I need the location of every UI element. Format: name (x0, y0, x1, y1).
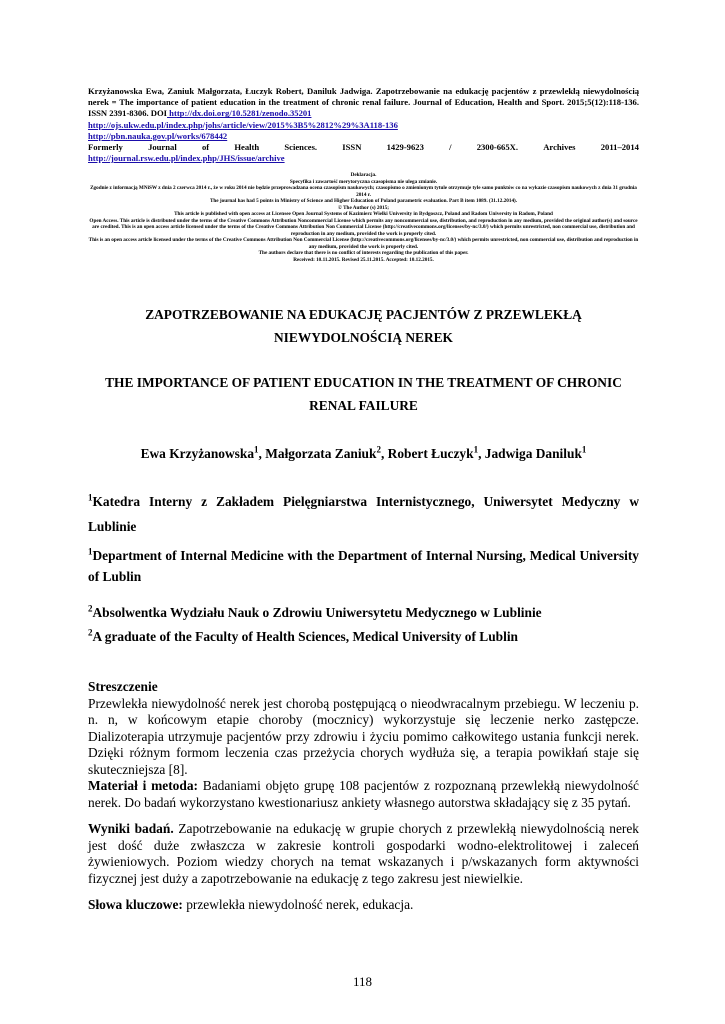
abstract-methods (88, 778, 639, 811)
formerly-word: 2300-665X. (476, 142, 518, 153)
formerly-word: Archives (543, 142, 576, 153)
declaration-block (88, 172, 639, 263)
affiliation-sup: 1 (88, 546, 93, 557)
author-sup: 1 (581, 444, 587, 455)
author-name: Małgorzata Zaniuk (265, 446, 377, 462)
citation-block (88, 86, 639, 142)
abstract-results (88, 821, 639, 887)
author-list: Ewa Krzyżanowska$^1$, Małgorzata Zaniuk$^2$, Robert Łuczyk$^1$, Jadwiga Daniluk$^1$ (140, 444, 587, 462)
affiliation-sup: 2 (88, 603, 93, 614)
formerly-word: of (201, 142, 210, 153)
abstract-keywords (88, 897, 639, 914)
affiliation (88, 489, 639, 539)
declaration-line: © The Author (s) 2015; (338, 204, 389, 211)
abstract-section (88, 679, 639, 914)
pbn-link[interactable]: http://pbn.nauka.gov.pl/works/678442 (88, 130, 228, 141)
doi-link[interactable]: http://dx.doi.org/10.5281/zenodo.35201 (167, 108, 312, 119)
author-name: Robert Łuczyk (387, 446, 474, 462)
results-text: Zapotrzebowanie na edukację w grupie chorych z przewlekłą niewydolnością nerek jest dość duże zwłaszcza w zakresie kontroli gospodarki wodno-elektrolitowej i zaleceń żywieniowych. Poziom wiedzy chorych na temat wskazanych i p/wskazanych form aktywności fizycznej jest duży a zapotrzebowanie na edukację z tego zakresu jest niewielkie. (88, 821, 640, 886)
affiliation-text: Absolwentka Wydziału Nauk o Zdrowiu Uniwersytetu Medycznego w Lublinie (92, 605, 542, 621)
author-sup: 2 (376, 444, 381, 455)
declaration-line: This article is published with open access at Licensee Open Journal Systems of Kazimierz Wielki University in Bydgoszcz, Poland and Radom University in Radom, Poland (174, 211, 553, 218)
author-name: Ewa Krzyżanowska (140, 446, 255, 462)
author-sup: 1 (473, 444, 479, 455)
archive-link[interactable]: http://journal.rsw.edu.pl/index.php/JHS/issue/archive (88, 153, 285, 164)
title-english: THE IMPORTANCE OF PATIENT EDUCATION IN THE TREATMENT OF CHRONIC RENAL FAILURE (105, 375, 622, 414)
affiliation-sup: 2 (88, 627, 93, 638)
declaration-line: Specyfika i zawartość merytoryczna czasopisma nie ulega zmianie. (289, 178, 438, 185)
affiliation (88, 601, 639, 625)
declaration-line: The authors declare that there is no conflict of interests regarding the publication of this paper. (258, 250, 469, 257)
declaration-line: Received: 10.11.2015. Revised 25.11.2015. Accepted: 10.12.2015. (293, 256, 434, 263)
affiliation-sup: 1 (88, 492, 93, 503)
methods-text: Badaniami objęto grupę 108 pacjentów z rozpoznaną przewlekłą niewydolność nerek. Do badań wykorzystano kwestionariusz ankiety własnego autorstwa składający się z 35 pytań. (88, 778, 639, 810)
title-polish: ZAPOTRZEBOWANIE NA EDUKACJĘ PACJENTÓW Z PRZEWLEKŁĄ NIEWYDOLNOŚCIĄ NEREK (145, 307, 582, 346)
formerly-word: / (449, 142, 452, 153)
declaration-line: Open Access. This article is distributed under the terms of the Creative Commons Attribution Noncommercial License which permits any noncommercial use, distribution, and reproduction in any medium, provided the original author(s) and source are credited. This is an open access article licensed under the terms of the Creative Commons Attribution Non Commercial License (http://creativecommons.org/licenses/by-nc/3.0/) which permits unrestricted, non commercial use, distribution and reproduction in any medium, provided the work is properly cited. (89, 217, 638, 237)
page-number: 118 (352, 974, 373, 989)
abstract-intro: Przewlekła niewydolność nerek jest chorobą postępującą o nieodwracalnym przebiegu. W leczeniu p. n. n, w końcowym etapie choroby (mocznicy) wykorzystuje się leczenie nerko zastępcze. Dializoterapia utrzymuje pacjentów przy zdrowiu i życiu pomimo całkowitego ustania funkcji nerek. Dzięki różnym formom leczenia czas przeżycia chorych wydłuża się, a terapia powikłań staje się skuteczniejsza [8]. (88, 695, 639, 777)
affiliation (88, 625, 639, 649)
formerly-line (88, 142, 639, 153)
affiliation (88, 545, 639, 587)
affiliation-text: A graduate of the Faculty of Health Sciences, Medical University of Lublin (92, 629, 518, 645)
ojs-link[interactable]: http://ojs.ukw.edu.pl/index.php/johs/article/view/2015%3B5%2812%29%3A118-136 (88, 119, 398, 130)
formerly-word: 1429-9623 (386, 142, 424, 153)
abstract-heading: Streszczenie (88, 679, 158, 695)
formerly-word: Journal (148, 142, 177, 153)
declaration-line: This is an open access article licensed under the terms of the Creative Commons Attribution Non Commercial License (http://creativecommons.org/licenses/by-nc/3.0/) which permits unrestricted, non commercial use, distribution and reproduction in any medium, provided the work is properly cited. (88, 237, 639, 250)
declaration-line: Deklaracja. (350, 172, 377, 179)
formerly-word: Sciences. (284, 142, 318, 153)
keywords-text: przewlekła niewydolność nerek, edukacja. (182, 897, 414, 913)
declaration-line: Zgodnie z informacją MNiSW z dnia 2 czerwca 2014 r., że w roku 2014 nie będzie przeprowadzana ocena czasopism naukowych; czasopismo o zmienionym tytule otrzymuje tyle samo punktów co na wykazie czasopism naukowych z dnia 31 grudnia 2014 r. (90, 185, 637, 198)
formerly-word: 2011–2014 (600, 142, 639, 153)
affiliation-text: Department of Internal Medicine with the Department of Internal Nursing, Medical University of Lublin (88, 548, 639, 585)
results-label: Wyniki badań. (88, 821, 174, 837)
formerly-word: Formerly (88, 142, 123, 153)
affiliation-text: Katedra Interny z Zakładem Pielęgniarstwa Internistycznego, Uniwersytet Medyczny w Lublinie (88, 494, 639, 535)
citation-text: Krzyżanowska Ewa, Zaniuk Małgorzata, Łuczyk Robert, Daniluk Jadwiga. Zapotrzebowanie na edukację pacjentów z przewlekłą niewydolnością nerek = The importance of patient education in the treatment of chronic renal failure. Journal of Education, Health and Sport. 2015;5(12):118-136. ISSN 2391-8306. DOI (88, 86, 639, 119)
methods-label: Materiał i metoda: (88, 778, 198, 794)
article-page (88, 86, 639, 914)
formerly-word: Health (234, 142, 260, 153)
declaration-line: The journal has had 5 points in Ministry of Science and Higher Education of Poland parametric evaluation. Part B item 1089. (31.12.2014). (209, 198, 518, 205)
formerly-word: ISSN (342, 142, 362, 153)
author-sup: 1 (254, 444, 259, 455)
keywords-label: Słowa kluczowe: (88, 897, 183, 913)
author-name: Jadwiga Daniluk (484, 446, 582, 462)
